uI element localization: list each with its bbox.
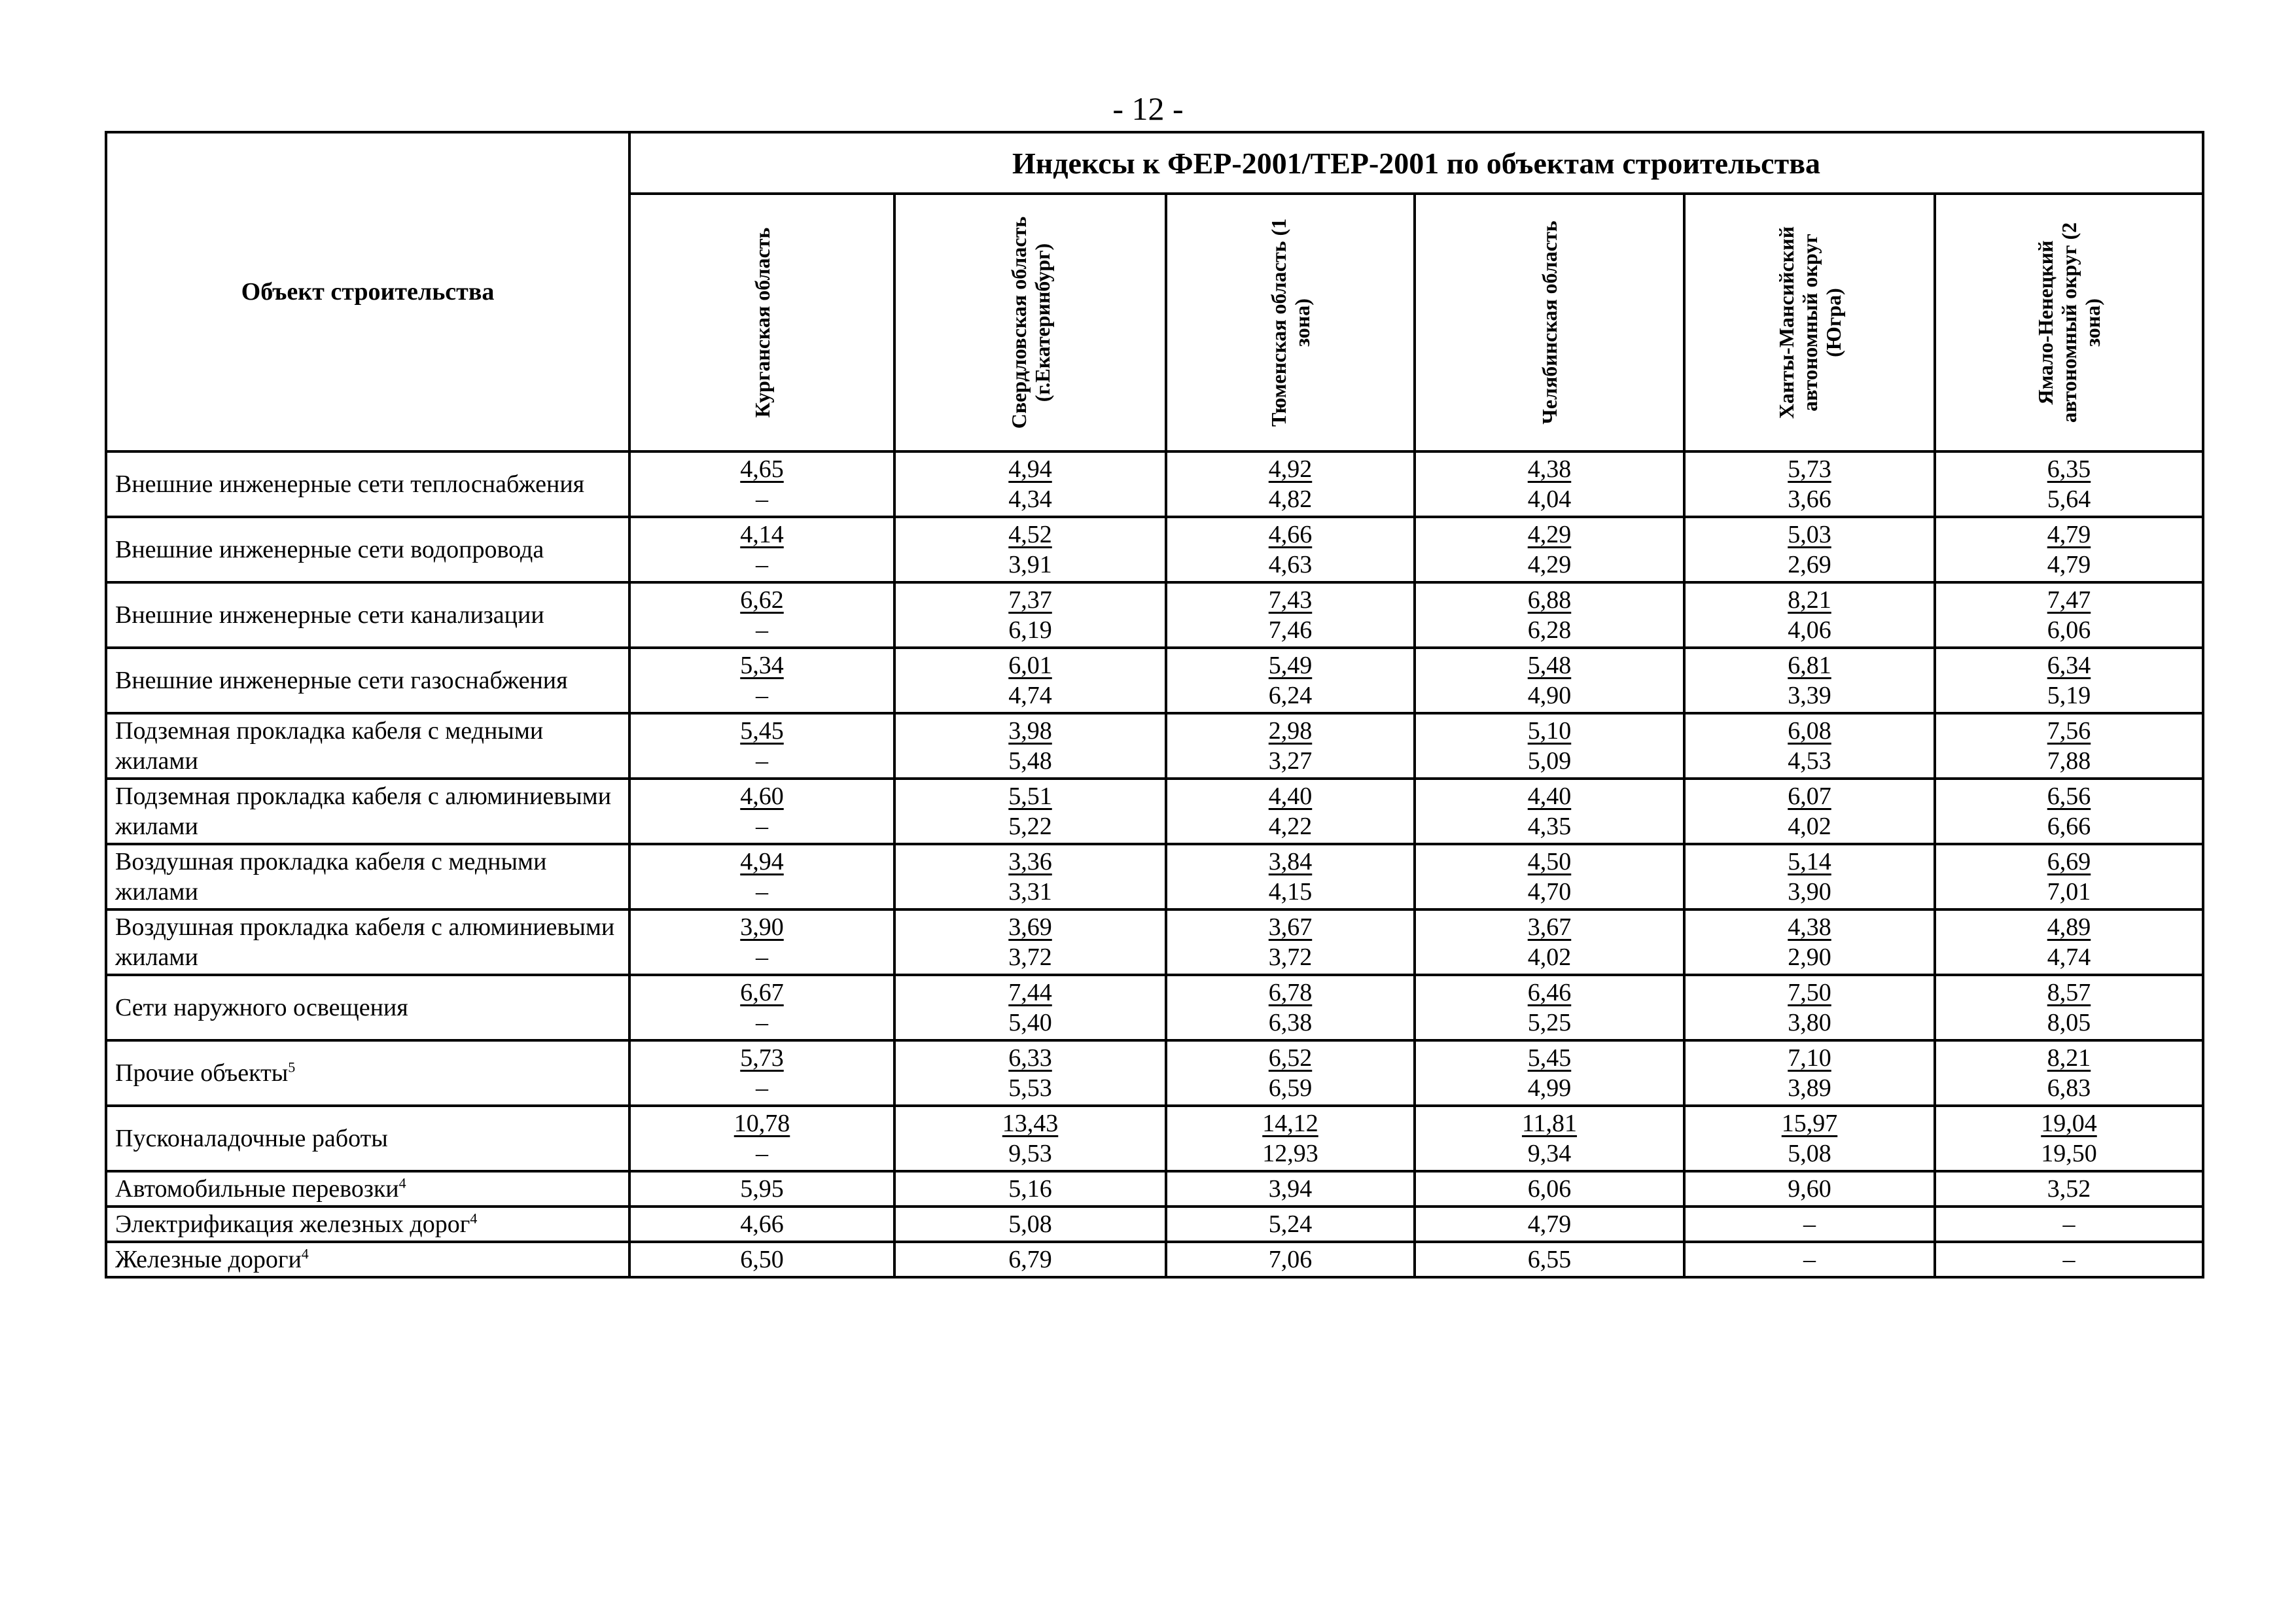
index-value-bottom: 4,34 (1008, 485, 1052, 513)
index-value-bottom: 4,04 (1527, 485, 1572, 513)
index-cell (629, 844, 894, 909)
index-value-top: 4,79 (2047, 521, 2091, 548)
object-name-cell (106, 1207, 629, 1242)
index-value-top: 5,10 (1527, 717, 1572, 745)
index-cell (894, 1106, 1166, 1171)
object-name-cell (106, 909, 629, 975)
index-value-bottom: 6,19 (1008, 616, 1052, 644)
index-cell (629, 975, 894, 1040)
index-value-top: 7,10 (1788, 1044, 1831, 1072)
index-cell (1935, 1242, 2203, 1277)
index-value-bottom: 5,19 (2047, 682, 2091, 709)
index-cell (1415, 1106, 1684, 1171)
object-column-header: Объект строительства (106, 132, 629, 451)
index-cell (1166, 1171, 1415, 1207)
index-value-bottom: 3,72 (1008, 943, 1052, 971)
index-value-bottom: 7,46 (1268, 616, 1313, 644)
index-value-bottom: 3,27 (1268, 747, 1313, 775)
index-value-top: 4,94 (1008, 455, 1052, 483)
index-value-bottom: – (756, 682, 768, 709)
index-value-bottom: 6,06 (2047, 616, 2091, 644)
index-value-bottom: 4,22 (1268, 813, 1313, 840)
index-value-top: 7,50 (1788, 979, 1831, 1006)
index-value-bottom: 5,25 (1527, 1009, 1572, 1036)
index-cell (1935, 648, 2203, 713)
index-value-top: 7,47 (2047, 586, 2091, 614)
index-value-top: 4,60 (740, 783, 784, 810)
index-value-top: 5,49 (1268, 652, 1313, 679)
index-value-top: 6,01 (1008, 652, 1052, 679)
index-cell (1166, 844, 1415, 909)
object-name-cell (106, 1040, 629, 1106)
index-value-bottom: 6,24 (1268, 682, 1313, 709)
index-value-bottom: 6,59 (1268, 1074, 1313, 1102)
object-name: Внешние инженерные сети канализации (115, 601, 544, 629)
index-value-bottom: 9,53 (1008, 1140, 1052, 1167)
index-value-bottom: 4,74 (1008, 682, 1052, 709)
index-value-bottom: 4,35 (1527, 813, 1572, 840)
index-value-bottom: – (756, 1009, 768, 1036)
index-cell (1684, 779, 1935, 844)
index-value-bottom: 3,89 (1788, 1074, 1831, 1102)
region-header-kurgan: Курганская область (629, 194, 894, 451)
index-value-top: 5,14 (1788, 848, 1831, 875)
index-value-top: 6,56 (2047, 783, 2091, 810)
index-value-top: 6,08 (1788, 717, 1831, 745)
object-name-cell (106, 1106, 629, 1171)
index-cell (1166, 1106, 1415, 1171)
index-value-bottom: 4,02 (1788, 813, 1831, 840)
index-value: 6,79 (1008, 1246, 1052, 1273)
footnote-mark: 4 (301, 1245, 309, 1262)
index-value-bottom: 3,90 (1788, 878, 1831, 906)
index-value: – (1803, 1210, 1816, 1238)
index-value-top: 3,69 (1008, 913, 1052, 941)
index-value-bottom: 3,31 (1008, 878, 1052, 906)
index-value-top: 6,33 (1008, 1044, 1052, 1072)
index-value-bottom: 19,50 (2041, 1140, 2097, 1167)
index-value-bottom: 9,34 (1527, 1140, 1572, 1167)
index-cell (1166, 1242, 1415, 1277)
index-cell (629, 1106, 894, 1171)
index-cell (1415, 713, 1684, 779)
index-value-top: 6,46 (1527, 979, 1572, 1006)
index-cell (1935, 1207, 2203, 1242)
index-value-bottom: – (756, 813, 768, 840)
index-cell (1935, 517, 2203, 582)
region-header-khmao: Ханты-Мансийский автономный округ (Югра) (1684, 194, 1935, 451)
index-value-bottom: 3,72 (1268, 943, 1313, 971)
index-value-top: 4,66 (1268, 521, 1313, 548)
index-value-top: 4,89 (2047, 913, 2091, 941)
index-value-top: 6,35 (2047, 455, 2091, 483)
index-value-top: 7,37 (1008, 586, 1052, 614)
index-value-bottom: – (756, 1074, 768, 1102)
object-name-cell (106, 517, 629, 582)
index-value-top: 5,45 (740, 717, 784, 745)
index-value-bottom: – (756, 747, 768, 775)
index-value: 6,50 (740, 1246, 784, 1273)
index-value-top: 5,51 (1008, 783, 1052, 810)
object-name-cell (106, 1171, 629, 1207)
index-cell (894, 713, 1166, 779)
index-value-bottom: 5,08 (1788, 1140, 1831, 1167)
index-value-bottom: 6,66 (2047, 813, 2091, 840)
index-value-top: 2,98 (1268, 717, 1313, 745)
index-value-top: 4,38 (1788, 913, 1831, 941)
index-value-top: 10,78 (733, 1110, 790, 1137)
index-value-top: 4,65 (740, 455, 784, 483)
index-value-top: 4,50 (1527, 848, 1572, 875)
index-value-bottom: 8,05 (2047, 1009, 2091, 1036)
index-value-bottom: 6,38 (1268, 1009, 1313, 1036)
index-cell (1166, 648, 1415, 713)
index-value-bottom: 4,06 (1788, 616, 1831, 644)
index-value: 5,16 (1008, 1175, 1052, 1203)
object-name: Внешние инженерные сети газоснабжения (115, 667, 568, 694)
index-cell (1166, 975, 1415, 1040)
index-cell (629, 779, 894, 844)
table-row (106, 517, 2203, 582)
index-cell (1935, 451, 2203, 517)
index-cell (1935, 713, 2203, 779)
index-cell (894, 1207, 1166, 1242)
index-cell (629, 1040, 894, 1106)
index-value-bottom: – (756, 878, 768, 906)
index-cell (1166, 713, 1415, 779)
table-row (106, 1106, 2203, 1171)
index-cell (1166, 517, 1415, 582)
index-value-top: 6,07 (1788, 783, 1831, 810)
index-value-top: 3,67 (1527, 913, 1572, 941)
index-value-bottom: 3,80 (1788, 1009, 1831, 1036)
index-value-top: 19,04 (2041, 1110, 2097, 1137)
index-cell (1935, 844, 2203, 909)
object-name: Внешние инженерные сети теплоснабжения (115, 470, 585, 498)
index-value-bottom: 4,99 (1527, 1074, 1572, 1102)
index-value-top: 5,48 (1527, 652, 1572, 679)
index-cell (1684, 844, 1935, 909)
index-cell (1684, 582, 1935, 648)
object-name-cell (106, 713, 629, 779)
index-value-top: 4,40 (1527, 783, 1572, 810)
index-value: 6,55 (1527, 1246, 1572, 1273)
object-name-cell (106, 844, 629, 909)
indices-table (105, 131, 2204, 1278)
index-value: – (2062, 1246, 2075, 1273)
index-cell (894, 517, 1166, 582)
index-cell (894, 582, 1166, 648)
index-value-top: 8,21 (1788, 586, 1831, 614)
object-name-cell (106, 1242, 629, 1277)
index-value-top: 11,81 (1521, 1110, 1578, 1137)
index-value-top: 3,36 (1008, 848, 1052, 875)
index-cell (1415, 451, 1684, 517)
index-cell (1684, 1171, 1935, 1207)
index-value-bottom: 2,90 (1788, 943, 1831, 971)
index-cell (894, 909, 1166, 975)
table-row (106, 844, 2203, 909)
index-cell (894, 844, 1166, 909)
index-cell (1684, 451, 1935, 517)
index-cell (629, 582, 894, 648)
index-value-bottom: 3,39 (1788, 682, 1831, 709)
index-value-bottom: 4,15 (1268, 878, 1313, 906)
index-value-bottom: 4,82 (1268, 485, 1313, 513)
index-value-bottom: 4,79 (2047, 551, 2091, 578)
index-value: 7,06 (1268, 1246, 1313, 1273)
object-name-cell (106, 975, 629, 1040)
index-value-bottom: 4,70 (1527, 878, 1572, 906)
index-value-bottom: 5,22 (1008, 813, 1052, 840)
index-cell (1684, 1242, 1935, 1277)
object-name-cell (106, 779, 629, 844)
index-cell (1935, 1106, 2203, 1171)
index-value-bottom: 7,88 (2047, 747, 2091, 775)
index-cell (629, 451, 894, 517)
index-value: – (1803, 1246, 1816, 1273)
index-value-bottom: 4,02 (1527, 943, 1572, 971)
index-value-top: 4,94 (740, 848, 784, 875)
index-cell (1415, 844, 1684, 909)
object-name: Подземная прокладка кабеля с алюминиевыми жилами (115, 783, 612, 840)
index-cell (629, 1171, 894, 1207)
index-cell (894, 1171, 1166, 1207)
object-name: Внешние инженерные сети водопровода (115, 536, 544, 563)
object-name-cell (106, 451, 629, 517)
index-cell (894, 1242, 1166, 1277)
object-name: Железные дороги (115, 1246, 302, 1273)
index-value-bottom: 4,53 (1788, 747, 1831, 775)
region-header-yanao: Ямало-Ненецкий автономный округ (2 зона) (1935, 194, 2203, 451)
index-value-top: 5,73 (1788, 455, 1831, 483)
index-value-top: 6,69 (2047, 848, 2091, 875)
table-row (106, 451, 2203, 517)
index-cell (629, 1242, 894, 1277)
index-value-top: 3,84 (1268, 848, 1313, 875)
index-cell (894, 1040, 1166, 1106)
index-cell (629, 517, 894, 582)
index-value-top: 5,45 (1527, 1044, 1572, 1072)
index-value-bottom: 3,66 (1788, 485, 1831, 513)
index-value-top: 6,78 (1268, 979, 1313, 1006)
index-value-bottom: 5,40 (1008, 1009, 1052, 1036)
index-value: 3,94 (1268, 1175, 1313, 1203)
index-cell (1415, 1207, 1684, 1242)
index-value-top: 6,62 (740, 586, 784, 614)
indices-title: Индексы к ФЕР-2001/ТЕР-2001 по объектам строительства (629, 132, 2203, 194)
index-value-top: 5,73 (740, 1044, 784, 1072)
region-header-sverdlovsk: Свердловская область (г.Екатеринбург) (894, 194, 1166, 451)
index-cell (1935, 1040, 2203, 1106)
index-value-top: 8,57 (2047, 979, 2091, 1006)
index-cell (1415, 779, 1684, 844)
index-value-bottom: 5,48 (1008, 747, 1052, 775)
object-name-cell (106, 582, 629, 648)
index-value-top: 3,67 (1268, 913, 1313, 941)
index-value-top: 13,43 (1002, 1110, 1059, 1137)
table-body (106, 451, 2203, 1277)
index-value: 5,08 (1008, 1210, 1052, 1238)
index-cell (1684, 713, 1935, 779)
index-value-top: 3,98 (1008, 717, 1052, 745)
index-value-bottom: 6,28 (1527, 616, 1572, 644)
index-value-top: 5,03 (1788, 521, 1831, 548)
index-value-top: 4,52 (1008, 521, 1052, 548)
index-value-top: 14,12 (1262, 1110, 1318, 1137)
index-cell (1684, 1040, 1935, 1106)
index-cell (1935, 909, 2203, 975)
index-value-top: 3,90 (740, 913, 784, 941)
object-name: Подземная прокладка кабеля с медными жилами (115, 717, 544, 775)
index-value-bottom: 5,53 (1008, 1074, 1052, 1102)
index-cell (1684, 1106, 1935, 1171)
index-value: 4,79 (1527, 1210, 1572, 1238)
index-value-bottom: – (756, 616, 768, 644)
table-row (106, 909, 2203, 975)
index-value: 5,24 (1268, 1210, 1313, 1238)
index-cell (1935, 1171, 2203, 1207)
index-cell (1166, 1040, 1415, 1106)
index-value-top: 6,88 (1527, 586, 1572, 614)
index-value-bottom: 7,01 (2047, 878, 2091, 906)
index-value-top: 7,56 (2047, 717, 2091, 745)
index-cell (1684, 648, 1935, 713)
table-row (106, 713, 2203, 779)
object-name-cell (106, 648, 629, 713)
index-cell (1415, 1171, 1684, 1207)
index-cell (1415, 582, 1684, 648)
index-value: 9,60 (1788, 1175, 1831, 1203)
index-value-top: 5,34 (740, 652, 784, 679)
index-cell (1415, 909, 1684, 975)
index-value: 5,95 (740, 1175, 784, 1203)
table-row (106, 648, 2203, 713)
index-cell (1415, 517, 1684, 582)
table-row (106, 975, 2203, 1040)
index-cell (1415, 1242, 1684, 1277)
index-cell (1935, 779, 2203, 844)
index-value: 6,06 (1527, 1175, 1572, 1203)
index-cell (1684, 975, 1935, 1040)
index-value-top: 4,38 (1527, 455, 1572, 483)
index-value-bottom: 4,90 (1527, 682, 1572, 709)
index-value-bottom: – (756, 943, 768, 971)
index-value-bottom: – (756, 1140, 768, 1167)
index-value-top: 7,43 (1268, 586, 1313, 614)
region-header-chelyabinsk: Челябинская область (1415, 194, 1684, 451)
index-cell (1935, 582, 2203, 648)
object-name: Сети наружного освещения (115, 994, 408, 1021)
footnote-mark: 4 (470, 1210, 478, 1227)
index-cell (1166, 582, 1415, 648)
table-row (106, 1171, 2203, 1207)
index-value-top: 4,40 (1268, 783, 1313, 810)
object-name: Пусконаладочные работы (115, 1125, 388, 1152)
index-value-bottom: – (756, 551, 768, 578)
object-name: Автомобильные перевозки (115, 1175, 399, 1203)
index-cell (1415, 648, 1684, 713)
index-cell (1166, 779, 1415, 844)
index-value-top: 6,34 (2047, 652, 2091, 679)
index-cell (1684, 517, 1935, 582)
index-cell (1166, 1207, 1415, 1242)
index-value-bottom: 6,83 (2047, 1074, 2091, 1102)
table-row (106, 582, 2203, 648)
footnote-mark: 4 (398, 1174, 406, 1191)
index-value-bottom: 5,64 (2047, 485, 2091, 513)
index-cell (894, 975, 1166, 1040)
index-value-bottom: 3,91 (1008, 551, 1052, 578)
index-cell (629, 909, 894, 975)
index-cell (1166, 451, 1415, 517)
index-cell (629, 648, 894, 713)
object-name: Прочие объекты (115, 1059, 289, 1087)
index-value: 4,66 (740, 1210, 784, 1238)
index-cell (1415, 1040, 1684, 1106)
index-cell (894, 779, 1166, 844)
index-value-top: 6,67 (740, 979, 784, 1006)
index-cell (1684, 1207, 1935, 1242)
index-cell (1935, 975, 2203, 1040)
table-row (106, 1207, 2203, 1242)
index-value-top: 4,92 (1268, 455, 1313, 483)
index-value-bottom: 4,63 (1268, 551, 1313, 578)
index-value-top: 4,29 (1527, 521, 1572, 548)
index-cell (894, 451, 1166, 517)
index-value-top: 7,44 (1008, 979, 1052, 1006)
region-header-tyumen: Тюменская область (1 зона) (1166, 194, 1415, 451)
page-number: - 12 - (1112, 90, 1184, 127)
footnote-mark: 5 (288, 1059, 296, 1076)
object-name: Электрификация железных дорог (115, 1210, 470, 1238)
index-cell (1684, 909, 1935, 975)
index-value-bottom: 2,69 (1788, 551, 1831, 578)
index-value-bottom: – (756, 485, 768, 513)
index-value: – (2062, 1210, 2075, 1238)
index-value-top: 4,14 (740, 521, 784, 548)
index-value-bottom: 4,29 (1527, 551, 1572, 578)
object-name: Воздушная прокладка кабеля с алюминиевыми жилами (115, 913, 615, 971)
table-row (106, 1242, 2203, 1277)
object-name: Воздушная прокладка кабеля с медными жилами (115, 848, 547, 906)
table-row (106, 779, 2203, 844)
index-value-bottom: 4,74 (2047, 943, 2091, 971)
index-value-bottom: 12,93 (1262, 1140, 1318, 1167)
index-value: 3,52 (2047, 1175, 2091, 1203)
index-value-top: 6,81 (1788, 652, 1831, 679)
index-value-top: 6,52 (1268, 1044, 1313, 1072)
index-cell (629, 713, 894, 779)
index-value-top: 8,21 (2047, 1044, 2091, 1072)
index-cell (894, 648, 1166, 713)
index-value-bottom: 5,09 (1527, 747, 1572, 775)
index-cell (1166, 909, 1415, 975)
index-value-top: 15,97 (1781, 1110, 1838, 1137)
index-cell (629, 1207, 894, 1242)
index-cell (1415, 975, 1684, 1040)
table-row (106, 1040, 2203, 1106)
